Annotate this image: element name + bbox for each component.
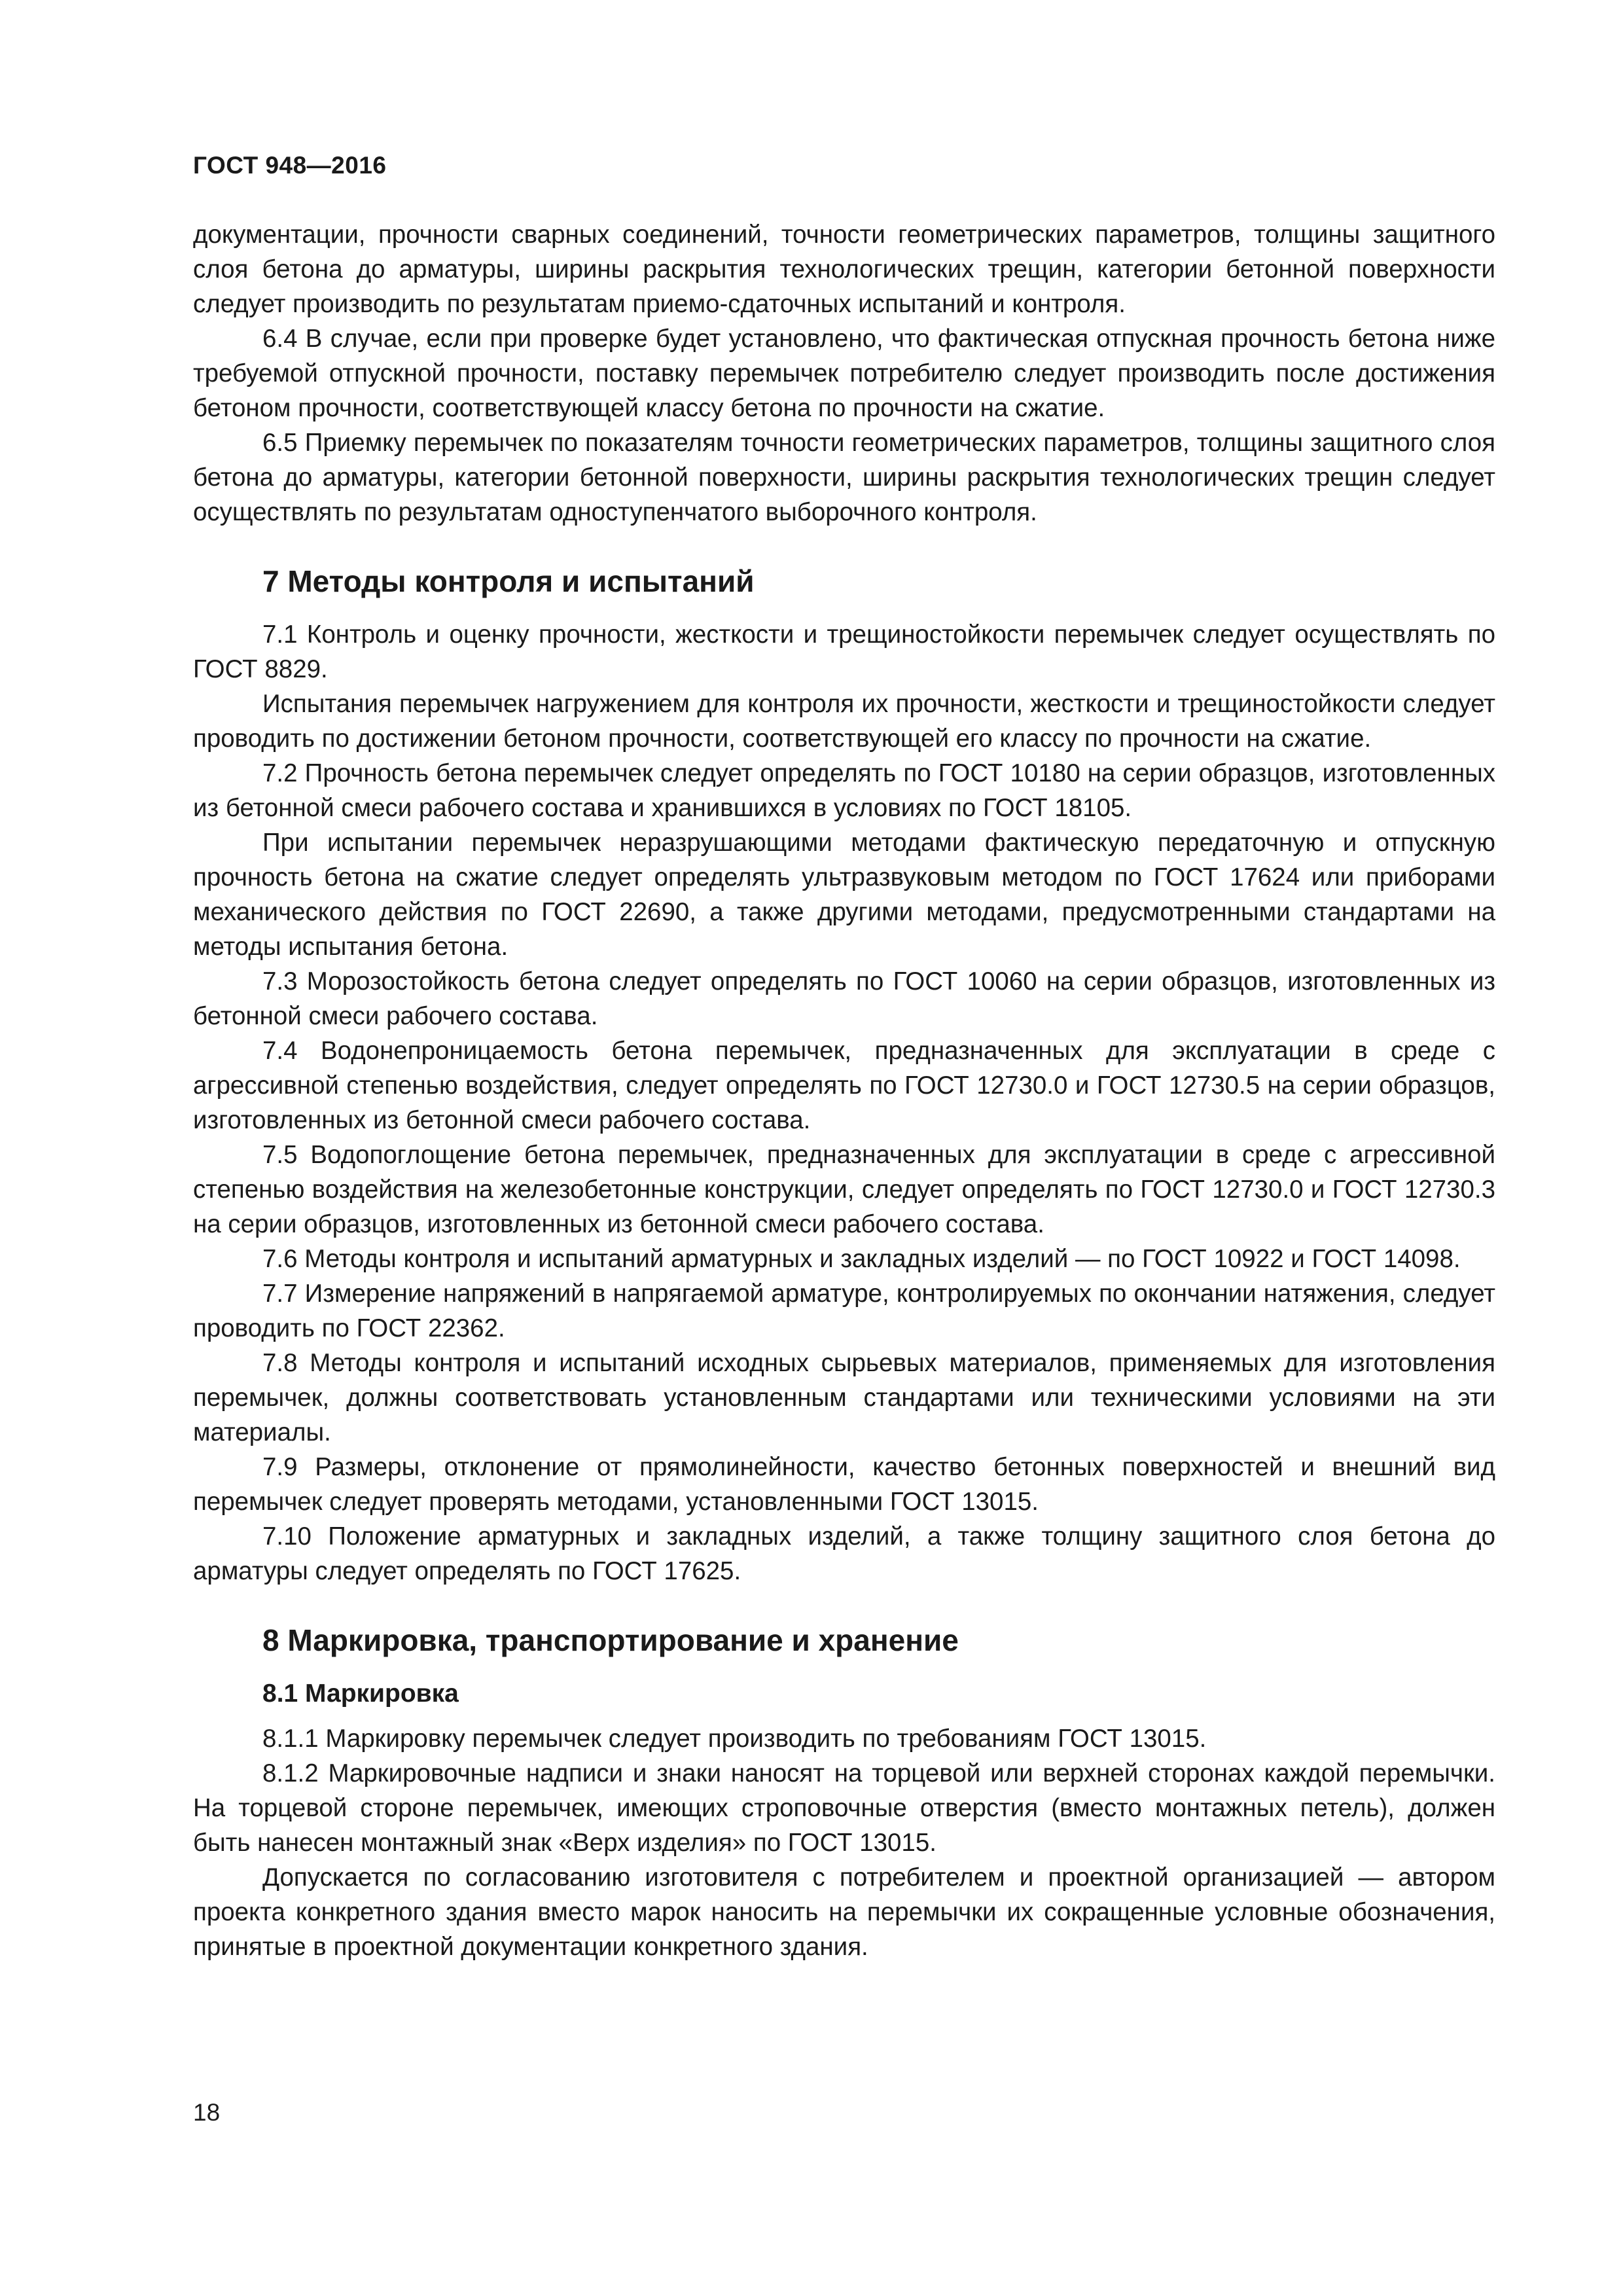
paragraph-7-4: 7.4 Водонепроницаемость бетона перемычек, предназначенных для эксплуатации в среде с агрессивной степенью воздействия, следует определять по ГОСТ 12730.0 и ГОСТ 12730.5 на серии образцов, изготовленных из бетонной смеси рабочего состава. bbox=[193, 1037, 1495, 1134]
paragraph-7-1: 7.1 Контроль и оценку прочности, жесткости и трещиностойкости перемычек следует осуществлять по ГОСТ 8829. bbox=[193, 620, 1495, 683]
paragraph-7-3: 7.3 Морозостойкость бетона следует определять по ГОСТ 10060 на серии образцов, изготовленных из бетонной смеси рабочего состава. bbox=[193, 967, 1495, 1030]
paragraph-8-1-2-b: Допускается по согласованию изготовителя с потребителем и проектной организацией — автором проекта конкретного здания вместо марок наносить на перемычки их сокращенные условные обозначения, принятые в проектной документации конкретного здания. bbox=[193, 1863, 1495, 1961]
paragraph-7-6: 7.6 Методы контроля и испытаний арматурных и закладных изделий — по ГОСТ 10922 и ГОСТ 14098. bbox=[262, 1245, 1461, 1273]
paragraph-7-10: 7.10 Положение арматурных и закладных изделий, а также толщину защитного слоя бетона до арматуры следует определять по ГОСТ 17625. bbox=[193, 1522, 1495, 1585]
paragraph-6-5: 6.5 Приемку перемычек по показателям точности геометрических параметров, толщины защитного слоя бетона до арматуры, категории бетонной поверхности, ширины раскрытия технологических трещин следует осуществлять по результатам одноступенчатого выборочного контроля. bbox=[193, 429, 1495, 526]
spacer bbox=[193, 1659, 1495, 1676]
subsection-8-1-heading: 8.1 Маркировка bbox=[262, 1679, 459, 1708]
document-body bbox=[193, 217, 1495, 1964]
section-8-heading: 8 Маркировка, транспортирование и хранение bbox=[262, 1623, 959, 1657]
spacer bbox=[193, 1588, 1495, 1621]
paragraph-8-1-2: 8.1.2 Маркировочные надписи и знаки наносят на торцевой или верхней сторонах каждой перемычки. На торцевой стороне перемычек, имеющих строповочные отверстия (вместо монтажных петель), должен быть нанесен монтажный знак «Верх изделия» по ГОСТ 13015. bbox=[193, 1759, 1495, 1857]
paragraph-7-9: 7.9 Размеры, отклонение от прямолинейности, качество бетонных поверхностей и внешний вид перемычек следует проверять методами, установленными ГОСТ 13015. bbox=[193, 1453, 1495, 1516]
page-number: 18 bbox=[193, 2099, 221, 2126]
paragraph-7-2-b: При испытании перемычек неразрушающими методами фактическую передаточную и отпускную прочность бетона на сжатие следует определять ультразвуковым методом по ГОСТ 17624 или приборами механического действия по ГОСТ 22690, а также другими методами, предусмотренными стандартами на методы испытания бетона. bbox=[193, 829, 1495, 961]
document-header-id: ГОСТ 948—2016 bbox=[193, 152, 387, 179]
paragraph-7-7: 7.7 Измерение напряжений в напрягаемой арматуре, контролируемых по окончании натяжения, следует проводить по ГОСТ 22362. bbox=[193, 1280, 1495, 1342]
paragraph-7-2: 7.2 Прочность бетона перемычек следует определять по ГОСТ 10180 на серии образцов, изготовленных из бетонной смеси рабочего состава и хранившихся в условиях по ГОСТ 18105. bbox=[193, 759, 1495, 822]
paragraph-6-4: 6.4 В случае, если при проверке будет установлено, что фактическая отпускная прочность бетона ниже требуемой отпускной прочности, поставку перемычек потребителю следует производить после достижения бетоном прочности, соответствующей классу бетона по прочности на сжатие. bbox=[193, 325, 1495, 422]
spacer bbox=[193, 600, 1495, 617]
spacer bbox=[193, 529, 1495, 562]
paragraph-7-1-b: Испытания перемычек нагружением для контроля их прочности, жесткости и трещиностойкости следует проводить по достижении бетоном прочности, соответствующей его классу по прочности на сжатие. bbox=[193, 690, 1495, 753]
paragraph-7-5: 7.5 Водопоглощение бетона перемычек, предназначенных для эксплуатации в среде с агрессивной степенью воздействия на железобетонные конструкции, следует определять по ГОСТ 12730.0 и ГОСТ 12730.3 на серии образцов, изготовленных из бетонной смеси рабочего состава. bbox=[193, 1141, 1495, 1238]
spacer bbox=[193, 1711, 1495, 1721]
section-7-heading: 7 Методы контроля и испытаний bbox=[262, 564, 755, 598]
paragraph-7-8: 7.8 Методы контроля и испытаний исходных сырьевых материалов, применяемых для изготовления перемычек, должны соответствовать установленным стандартами или техническими условиями на эти материалы. bbox=[193, 1349, 1495, 1446]
paragraph-6-3-continuation: документации, прочности сварных соединений, точности геометрических параметров, толщины защитного слоя бетона до арматуры, ширины раскрытия технологических трещин, категории бетонной поверхности следует производить по результатам приемо-сдаточных испытаний и контроля. bbox=[193, 221, 1495, 318]
paragraph-8-1-1: 8.1.1 Маркировку перемычек следует производить по требованиям ГОСТ 13015. bbox=[262, 1725, 1207, 1753]
